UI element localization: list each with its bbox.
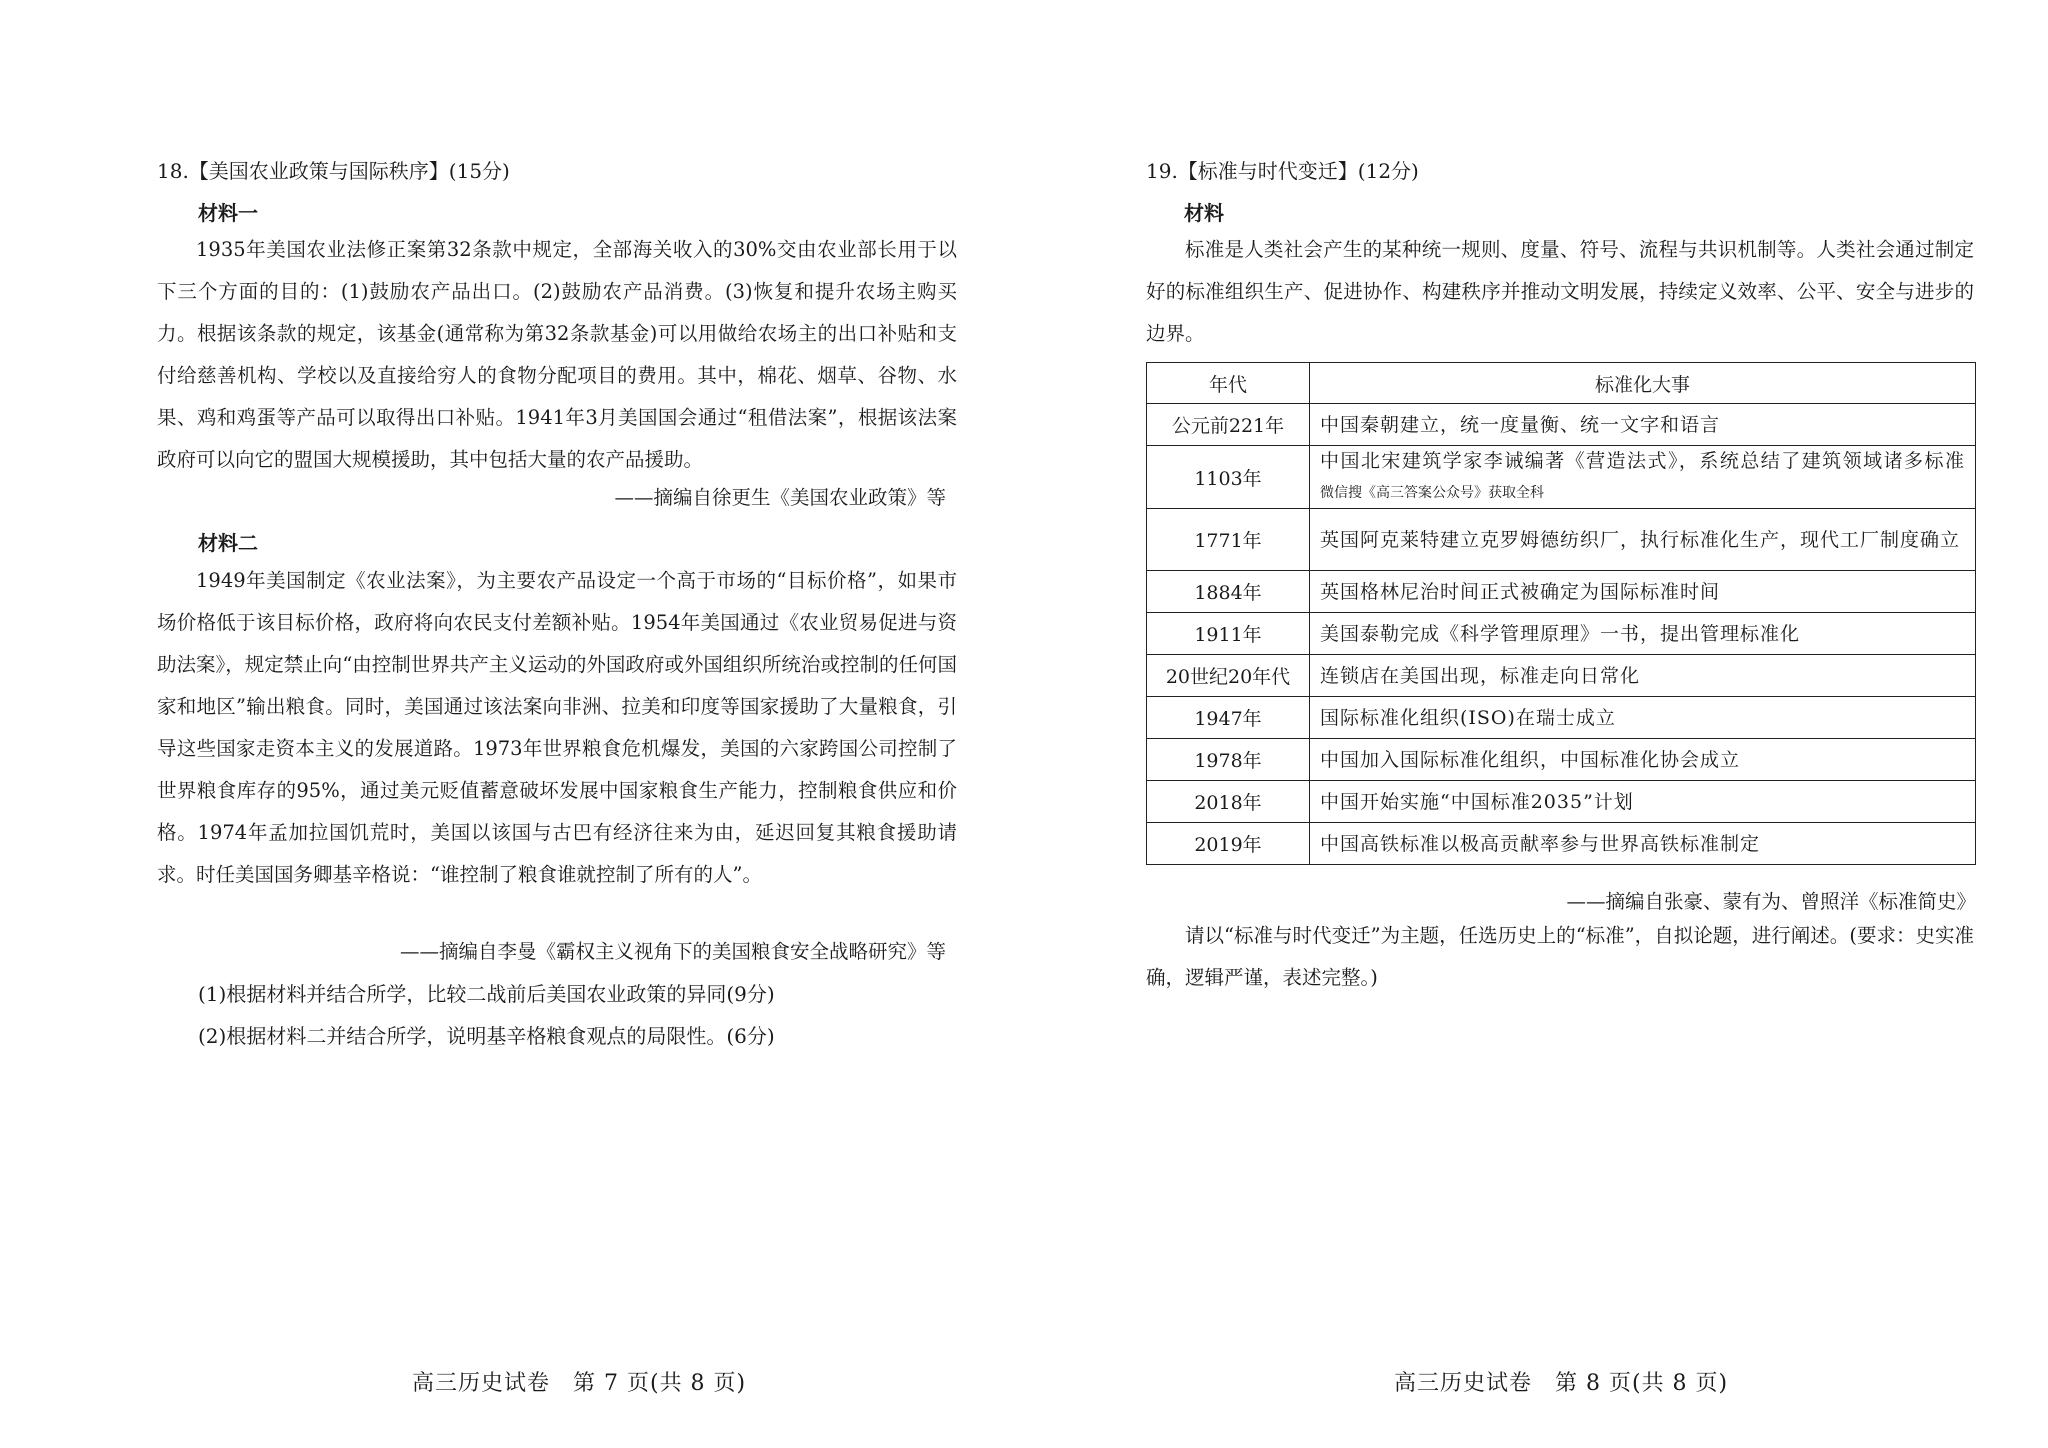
material1-source: ——摘编自徐更生《美国农业政策》等 (614, 486, 946, 509)
essay-prompt: 请以“标准与时代变迁”为主题，任选历史上的“标准”，自拟论题，进行阐述。(要求：史实准确，逻辑严谨，表述完整。) (1146, 924, 1974, 989)
material2-heading: 材料二 (198, 531, 258, 555)
header-year: 年代 (1147, 363, 1310, 404)
row-year: 1103年 (1147, 446, 1310, 509)
standards-table (1146, 362, 1976, 865)
table-row (1147, 697, 1976, 739)
sub-question-2: (2)根据材料二并结合所学，说明基辛格粮食观点的局限性。(6分) (198, 1024, 775, 1048)
sub-question-1: (1)根据材料并结合所学，比较二战前后美国农业政策的异同(9分) (198, 982, 775, 1006)
material1-heading: 材料一 (198, 201, 258, 225)
page-footer: 高三历史试卷 第 8 页(共 8 页) (1394, 1371, 1729, 1396)
table-header-row (1147, 363, 1976, 404)
table-row (1147, 571, 1976, 613)
material1-text: 1935年美国农业法修正案第32条款中规定，全部海关收入的30%交由农业部长用于以下三个方面的目的：(1)鼓励农产品出口。(2)鼓励农产品消费。(3)恢复和提升农场主购买力。根据该条款的规定，该基金(通常称为第32条款基金)可以用做给农场主的出口补贴和支付给慈善机构、学校以及直接给穷人的食物分配项目的费用。其中，棉花、烟草、谷物、水果、鸡和鸡蛋等产品可以取得出口补贴。1941年3月美国国会通过“租借法案”，根据该法案政府可以向它的盟国大规模援助，其中包括大量的农产品援助。 (157, 238, 957, 471)
row-event-text: 中国北宋建筑学家李诫编著《营造法式》，系统总结了建筑领域诸多标准 (1320, 450, 1965, 472)
row-event: 国际标准化组织(ISO)在瑞士成立 (1310, 697, 1976, 739)
row-event: 连锁店在美国出现，标准走向日常化 (1310, 655, 1976, 697)
row-year: 1911年 (1147, 613, 1310, 655)
row-year: 1884年 (1147, 571, 1310, 613)
question-18-title: 18.【美国农业政策与国际秩序】(15分) (157, 159, 510, 183)
table-row (1147, 823, 1976, 865)
row-event-note: 微信搜《高三答案公众号》获取全科 (1320, 485, 1544, 501)
row-event: 中国开始实施“中国标准2035”计划 (1310, 781, 1976, 823)
material-intro: 标准是人类社会产生的某种统一规则、度量、符号、流程与共识机制等。人类社会通过制定好的标准组织生产、促进协作、构建秩序并推动文明发展，持续定义效率、公平、安全与进步的边界。 (1146, 238, 1974, 345)
row-year: 2018年 (1147, 781, 1310, 823)
page-footer: 高三历史试卷 第 7 页(共 8 页) (412, 1371, 747, 1396)
row-event: 美国泰勒完成《科学管理原理》一书，提出管理标准化 (1310, 613, 1976, 655)
header-event: 标准化大事 (1310, 363, 1976, 404)
row-year: 2019年 (1147, 823, 1310, 865)
material2-text: 1949年美国制定《农业法案》，为主要农产品设定一个高于市场的“目标价格”，如果市场价格低于该目标价格，政府将向农民支付差额补贴。1954年美国通过《农业贸易促进与资助法案》，规定禁止向“由控制世界共产主义运动的外国政府或外国组织所统治或控制的任何国家和地区”输出粮食。同时，美国通过该法案向非洲、拉美和印度等国家援助了大量粮食，引导这些国家走资本主义的发展道路。1973年世界粮食危机爆发，美国的六家跨国公司控制了世界粮食库存的95%，通过美元贬值蓄意破坏发展中国家粮食生产能力，控制粮食供应和价格。1974年孟加拉国饥荒时，美国以该国与古巴有经济往来为由，延迟回复其粮食援助请求。时任美国国务卿基辛格说：“谁控制了粮食谁就控制了所有的人”。 (157, 569, 957, 886)
table-row (1147, 739, 1976, 781)
row-event (1310, 446, 1976, 509)
table-row (1147, 655, 1976, 697)
row-year: 公元前221年 (1147, 404, 1310, 446)
table-row (1147, 613, 1976, 655)
row-event: 英国格林尼治时间正式被确定为国际标准时间 (1310, 571, 1976, 613)
table-source: ——摘编自张豪、蒙有为、曾照洋《标准简史》 (1566, 890, 1976, 913)
material-heading: 材料 (1184, 201, 1224, 225)
material2-source: ——摘编自李曼《霸权主义视角下的美国粮食安全战略研究》等 (399, 940, 946, 963)
row-event: 中国秦朝建立，统一度量衡、统一文字和语言 (1310, 404, 1976, 446)
table-row (1147, 404, 1976, 446)
row-year: 1771年 (1147, 509, 1310, 571)
row-event: 中国加入国际标准化组织，中国标准化协会成立 (1310, 739, 1976, 781)
row-year: 20世纪20年代 (1147, 655, 1310, 697)
row-year: 1947年 (1147, 697, 1310, 739)
row-event: 英国阿克莱特建立克罗姆德纺织厂，执行标准化生产，现代工厂制度确立 (1310, 509, 1976, 571)
row-year: 1978年 (1147, 739, 1310, 781)
page-right (1024, 0, 2048, 1448)
question-19-title: 19.【标准与时代变迁】(12分) (1146, 159, 1419, 183)
table-row (1147, 446, 1976, 509)
row-event: 中国高铁标准以极高贡献率参与世界高铁标准制定 (1310, 823, 1976, 865)
table-row (1147, 781, 1976, 823)
table-row (1147, 509, 1976, 571)
